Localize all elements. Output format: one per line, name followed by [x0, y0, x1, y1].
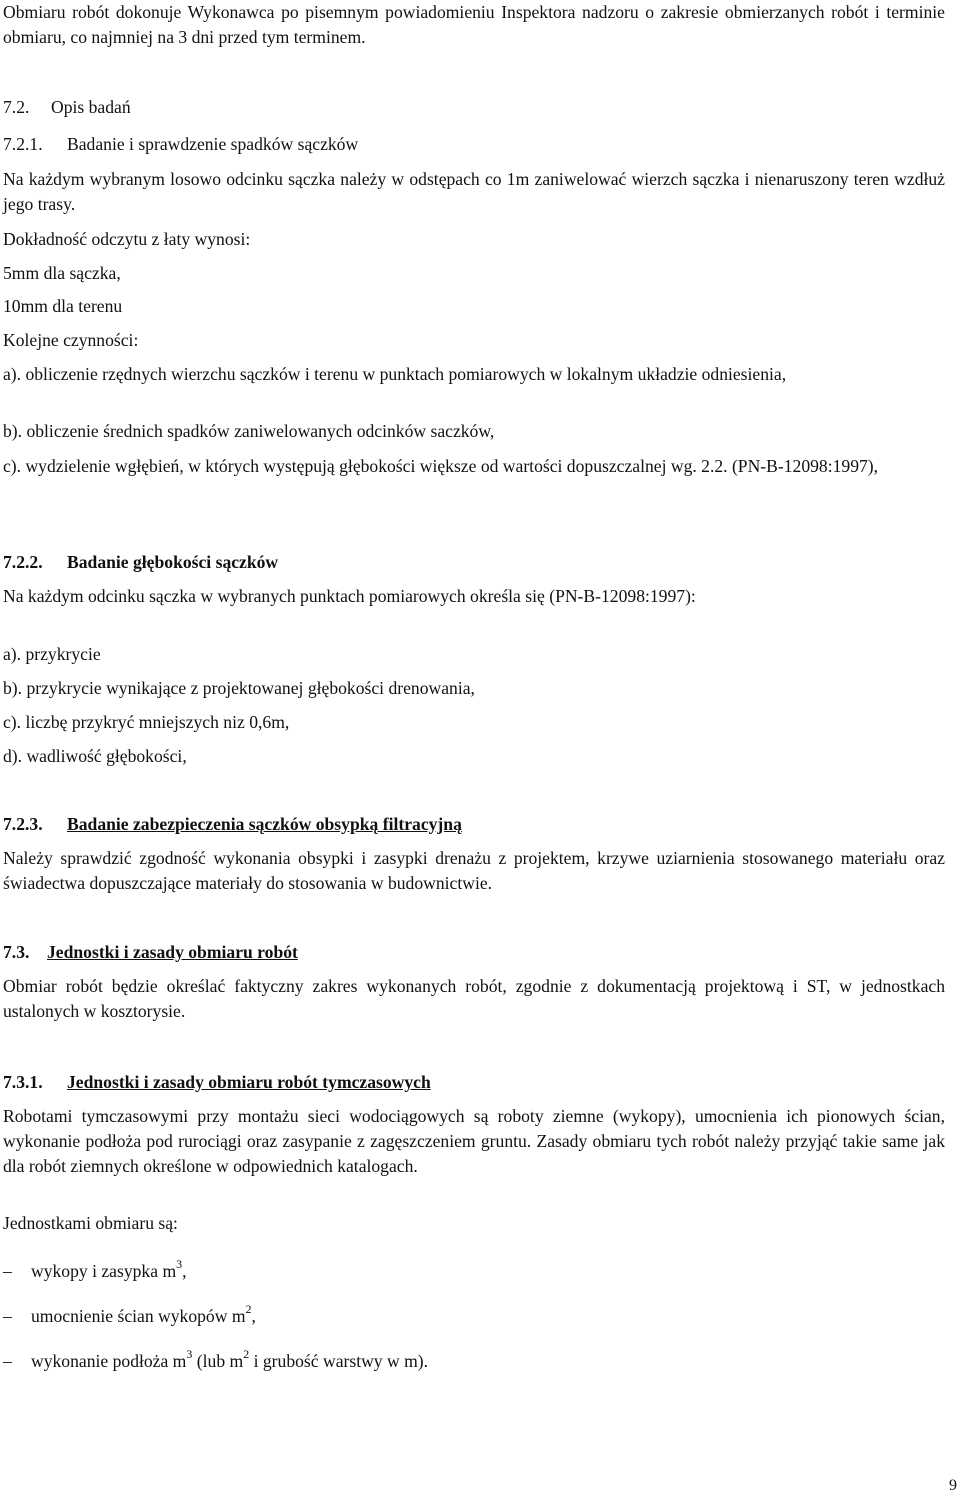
heading-number: 7.2.2. — [3, 552, 43, 572]
s731-paragraph-1: Robotami tymczasowymi przy montażu sieci wodociągowych są roboty ziemne (wykopy), umocnienia ich pionowych ścian, wykonanie podłoża pod rurociągi oraz zasypanie z zagęszczeniem gruntu. Zasady obmiaru tych robót należy przyjąć takie same jak dla robót ziemnych określone w odpowiednich katalogach. — [3, 1106, 945, 1176]
heading-title: Opis badań — [51, 97, 131, 117]
heading-7-2-3 — [3, 812, 945, 837]
s722-item-d: d). wadliwość głębokości, — [3, 746, 187, 766]
s723-paragraph-1: Należy sprawdzić zgodność wykonania obsypki i zasypki drenażu z projektem, krzywe uziarnienia stosowanego materiału oraz świadectwa dopuszczające materiały do stosowania w budownictwie. — [3, 848, 945, 893]
heading-7-2-1 — [3, 132, 945, 157]
unit-item-text: wykonanie podłoża m — [31, 1351, 187, 1371]
s731-paragraph-2: Jednostkami obmiaru są: — [3, 1213, 178, 1233]
s73-paragraph-1: Obmiar robót będzie określać faktyczny zakres wykonanych robót, zgodnie z dokumentacją projektową i ST, w jednostkach ustalonych w kosztorysie. — [3, 976, 945, 1021]
unit-item-suffix: , — [182, 1261, 187, 1281]
s721-item-b: b). obliczenie średnich spadków zaniwelowanych odcinków saczków, — [3, 421, 495, 441]
s721-paragraph-3: 5mm dla sączka, — [3, 263, 121, 283]
dash-bullet: – — [3, 1351, 12, 1371]
s721-paragraph-2: Dokładność odczytu z łaty wynosi: — [3, 229, 251, 249]
unit-item-middle: (lub m — [192, 1351, 244, 1371]
unit-list-item-2 — [3, 1304, 256, 1329]
s722-item-c: c). liczbę przykryć mniejszych niz 0,6m, — [3, 712, 290, 732]
heading-number: 7.3.1. — [3, 1072, 43, 1092]
heading-title: Badanie zabezpieczenia sączków obsypką filtracyjną — [67, 814, 462, 834]
dash-bullet: – — [3, 1306, 12, 1326]
page-number: 9 — [949, 1477, 957, 1494]
heading-title: Jednostki i zasady obmiaru robót tymczasowych — [67, 1072, 431, 1092]
heading-number: 7.2.1. — [3, 134, 43, 154]
s722-item-b: b). przykrycie wynikające z projektowanej głębokości drenowania, — [3, 678, 475, 698]
heading-title: Badanie i sprawdzenie spadków sączków — [67, 134, 359, 154]
s722-paragraph-1: Na każdym odcinku sączka w wybranych punktach pomiarowych określa się (PN-B-12098:1997): — [3, 586, 696, 606]
s721-paragraph-1: Na każdym wybranym losowo odcinku sączka należy w odstępach co 1m zaniwelować wierzch sączka i nienaruszony teren wzdłuż jego trasy. — [3, 169, 945, 214]
dash-bullet: – — [3, 1261, 12, 1281]
heading-7-2 — [3, 95, 945, 120]
unit-item-suffix: i grubość warstwy w m). — [249, 1351, 429, 1371]
unit-item-text: umocnienie ścian wykopów m — [31, 1306, 246, 1326]
unit-superscript: 3 — [186, 1347, 193, 1361]
heading-number: 7.2. — [3, 97, 30, 117]
s721-paragraph-4: 10mm dla terenu — [3, 296, 123, 316]
intro-paragraph: Obmiaru robót dokonuje Wykonawca po pisemnym powiadomieniu Inspektora nadzoru o zakresie obmierzanych robót i terminie obmiaru, co najmniej na 3 dni przed tym terminem. — [3, 2, 945, 47]
heading-number: 7.3. — [3, 942, 30, 962]
s721-item-c: c). wydzielenie wgłębień, w których występują głębokości większe od wartości dopuszczalnej wg. 2.2. (PN-B-12098:1997), — [3, 456, 879, 476]
heading-7-2-2 — [3, 550, 945, 575]
heading-7-3 — [3, 940, 945, 965]
heading-number: 7.2.3. — [3, 814, 43, 834]
heading-7-3-1 — [3, 1070, 945, 1095]
unit-superscript: 3 — [176, 1257, 183, 1271]
s722-item-a: a). przykrycie — [3, 644, 101, 664]
s721-paragraph-5: Kolejne czynności: — [3, 330, 139, 350]
unit-list-item-1 — [3, 1259, 187, 1284]
unit-superscript: 2 — [243, 1347, 250, 1361]
s721-item-a: a). obliczenie rzędnych wierzchu sączków i terenu w punktach pomiarowych w lokalnym układzie odniesienia, — [3, 364, 787, 384]
unit-item-text: wykopy i zasypka m — [31, 1261, 177, 1281]
heading-title: Badanie głębokości sączków — [67, 552, 279, 572]
unit-superscript: 2 — [245, 1302, 252, 1316]
unit-list-item-3 — [3, 1349, 428, 1374]
heading-title: Jednostki i zasady obmiaru robót — [47, 942, 298, 962]
unit-item-suffix: , — [251, 1306, 256, 1326]
